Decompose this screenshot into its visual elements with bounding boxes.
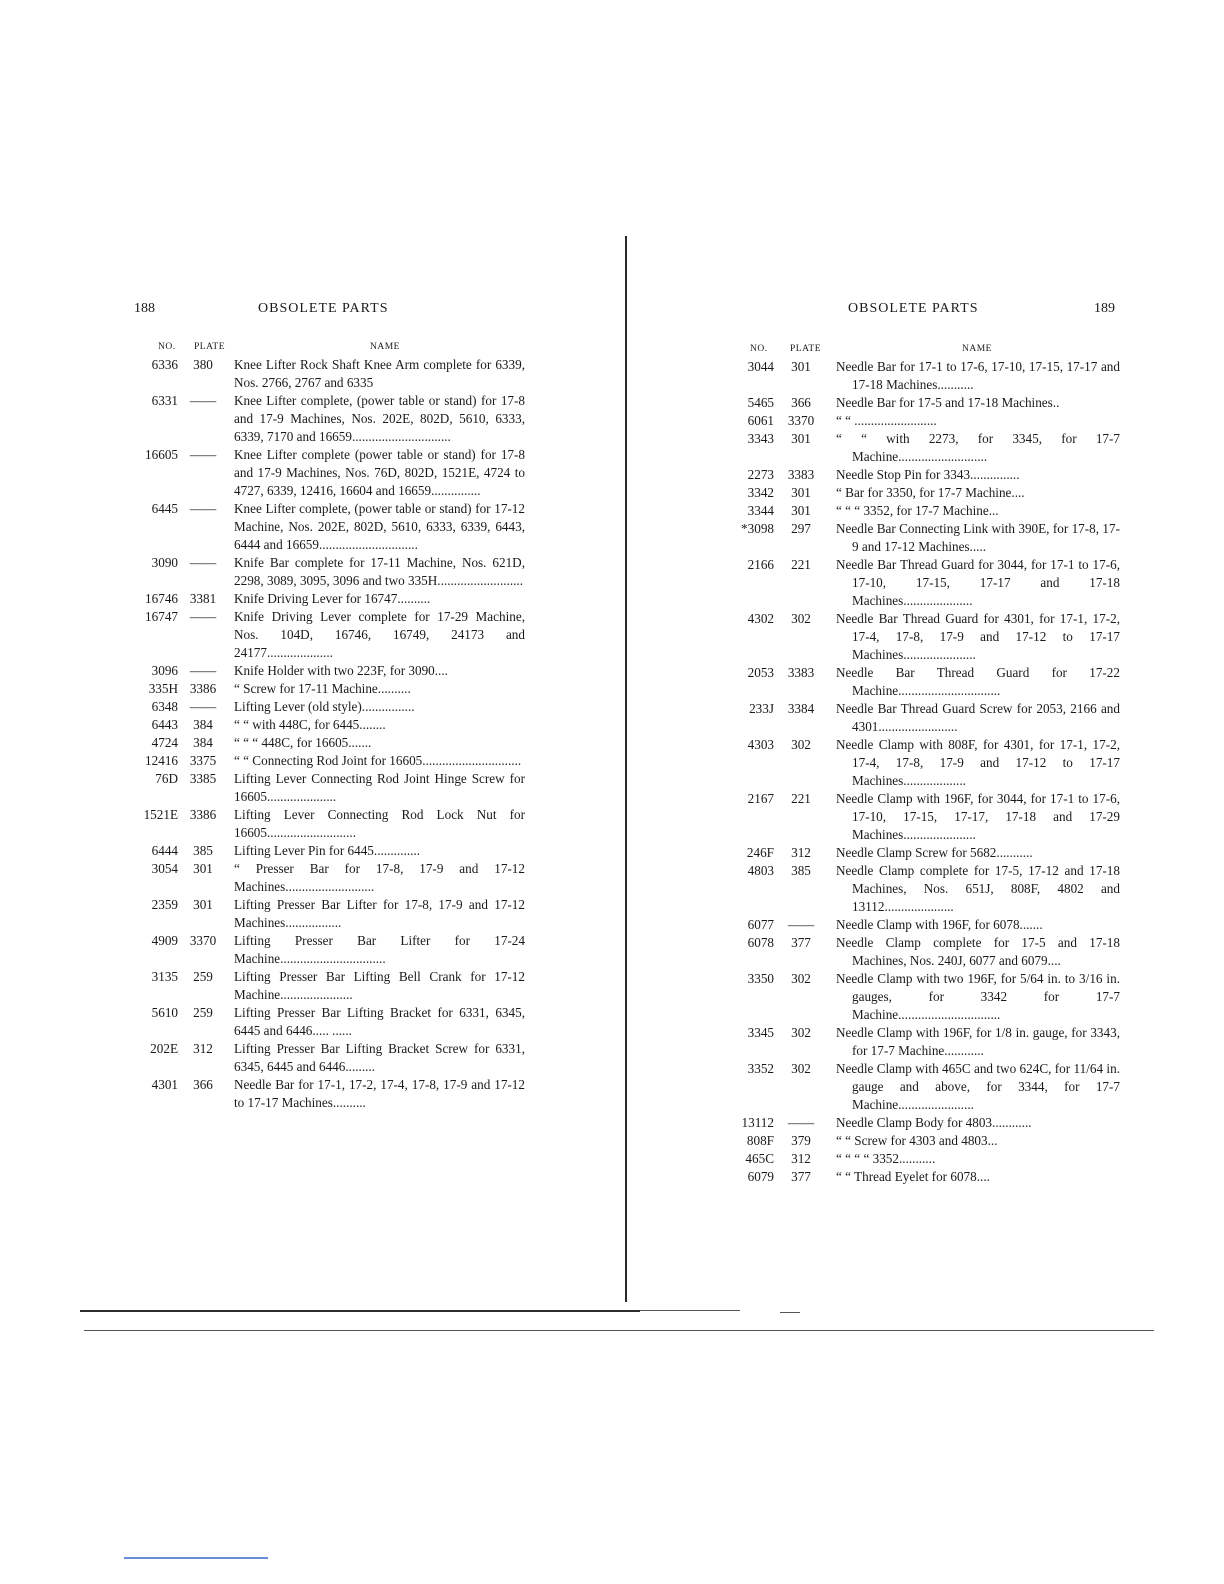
plate-number: 302 [791,1025,811,1040]
plate-number: 301 [791,431,811,446]
list-item [130,1040,525,1076]
plate-number: 3370 [189,933,217,948]
plate-number: 380 [193,357,213,372]
plate-number: —— [189,501,217,516]
list-item [732,970,1120,1024]
plate-number: 385 [193,843,213,858]
column-header-no: NO. [750,344,768,354]
plate-number: 301 [193,861,213,876]
page-number: 189 [1094,301,1115,316]
part-name: Knife Bar complete for 17-11 Machine, Nos. 621D, 2298, 3089, 3095, 3096 and two 335H.......................... [234,555,525,588]
plate-number: 312 [791,845,811,860]
part-name: Lifting Lever Connecting Rod Joint Hinge Screw for 16605..................... [234,771,525,804]
plate-number: 3383 [787,665,815,680]
list-item [732,1060,1120,1114]
part-name: “ “ ......................... [836,413,937,428]
list-item [732,358,1120,394]
part-number: 3344 [747,503,774,518]
list-item [732,412,1120,430]
part-number: 3345 [747,1025,774,1040]
list-item [130,698,525,716]
plate-number: 302 [791,971,811,986]
part-number: 12416 [145,753,178,768]
part-number: 16746 [145,591,178,606]
part-name: “ “ with 2273, for 3345, for 17-7 Machine........................... [836,431,1120,464]
part-name: Lifting Presser Bar Lifting Bracket Screw for 6331, 6345, 6445 and 6446......... [234,1041,525,1074]
list-item [130,968,525,1004]
list-item [732,844,1120,862]
list-item [130,662,525,680]
part-number: 6079 [747,1169,774,1184]
column-header-plate: PLATE [790,344,821,354]
list-item [130,1076,525,1112]
part-number: 6336 [151,357,178,372]
list-item [732,664,1120,700]
plate-number: 221 [791,557,811,572]
part-name: “ “ “ 3352, for 17-7 Machine... [836,503,999,518]
list-item [130,734,525,752]
part-number: 13112 [741,1115,774,1130]
part-number: 6331 [151,393,178,408]
part-number: 202E [150,1041,178,1056]
part-number: 3343 [747,431,774,446]
part-name: Needle Bar for 17-1 to 17-6, 17-10, 17-15, 17-17 and 17-18 Machines........... [836,359,1120,392]
part-number: 16747 [145,609,178,624]
scan-mark [124,1557,268,1559]
plate-number: 312 [791,1151,811,1166]
part-number: 6445 [151,501,178,516]
part-name: Needle Bar Thread Guard for 4301, for 17-1, 17-2, 17-4, 17-8, 17-9 and 17-12 to 17-17 Machines...................... [836,611,1120,662]
parts-list [130,356,525,1112]
column-header-name: NAME [370,342,400,352]
part-name: Knife Driving Lever for 16747.......... [234,591,431,606]
list-item [732,1150,1120,1168]
list-item [732,466,1120,484]
plate-number: 259 [193,969,213,984]
part-name: Knee Lifter Rock Shaft Knee Arm complete for 6339, Nos. 2766, 2767 and 6335 [234,357,525,390]
plate-number: 384 [193,735,213,750]
part-name: Needle Bar Thread Guard for 17-22 Machine............................... [836,665,1120,698]
plate-number: 3384 [787,701,815,716]
part-name: Needle Clamp with 808F, for 4301, for 17-1, 17-2, 17-4, 17-8, 17-9 and 17-12 to 17-17 Machines................... [836,737,1120,788]
bottom-rule-fragment [780,1312,800,1313]
part-name: Lifting Presser Bar Lifting Bell Crank for 17-12 Machine...................... [234,969,525,1002]
part-name: Knife Driving Lever complete for 17-29 Machine, Nos. 104D, 16746, 16749, 24173 and 24177.................... [234,609,525,660]
list-item [130,446,525,500]
part-number: 6061 [747,413,774,428]
list-item [732,1024,1120,1060]
plate-number: 377 [791,1169,811,1184]
plate-number: —— [189,663,217,678]
plate-number: —— [189,447,217,462]
part-number: 335H [148,681,178,696]
list-item [130,1004,525,1040]
part-name: Lifting Lever Connecting Rod Lock Nut for 16605........................... [234,807,525,840]
part-number: 76D [155,771,178,786]
plate-number: 312 [193,1041,213,1056]
part-name: Lifting Presser Bar Lifting Bracket for 6331, 6345, 6445 and 6446..... ...... [234,1005,525,1038]
part-name: “ Presser Bar for 17-8, 17-9 and 17-12 Machines........................... [234,861,525,894]
list-item [130,896,525,932]
plate-number: —— [787,1115,815,1130]
part-number: 3350 [747,971,774,986]
plate-number: 221 [791,791,811,806]
list-item [732,1132,1120,1150]
plate-number: —— [189,393,217,408]
list-item [130,752,525,770]
part-number: 6077 [747,917,774,932]
list-item [732,736,1120,790]
plate-number: 3381 [189,591,217,606]
list-item [130,860,525,896]
list-item [732,502,1120,520]
part-number: 2166 [747,557,774,572]
list-item [130,554,525,590]
part-number: 4301 [151,1077,178,1092]
list-item [130,842,525,860]
part-name: “ “ Screw for 4303 and 4803... [836,1133,998,1148]
part-number: 3090 [151,555,178,570]
part-number: 3054 [151,861,178,876]
part-name: “ “ “ “ 3352........... [836,1151,936,1166]
part-name: Lifting Lever Pin for 6445.............. [234,843,421,858]
list-item [732,1114,1120,1132]
part-name: Needle Clamp Screw for 5682........... [836,845,1033,860]
part-name: Lifting Presser Bar Lifter for 17-8, 17-9 and 17-12 Machines................. [234,897,525,930]
plate-number: —— [189,555,217,570]
plate-number: —— [787,917,815,932]
part-name: “ “ with 448C, for 6445........ [234,717,386,732]
part-number: 5465 [747,395,774,410]
list-item [130,932,525,968]
plate-number: 259 [193,1005,213,1020]
part-number: 6348 [151,699,178,714]
list-item [732,700,1120,736]
part-name: Needle Clamp with two 196F, for 5/64 in. to 3/16 in. gauges, for 3342 for 17-7 Machine............................... [836,971,1120,1022]
list-item [130,500,525,554]
plate-number: 301 [791,503,811,518]
part-name: Needle Bar for 17-5 and 17-18 Machines.. [836,395,1060,410]
plate-number: 3386 [189,807,217,822]
plate-number: 3383 [787,467,815,482]
list-item [732,1168,1120,1186]
list-item [732,610,1120,664]
part-name: Needle Clamp with 196F, for 3044, for 17-1 to 17-6, 17-10, 17-15, 17-17, 17-18 and 17-29 Machines...................... [836,791,1120,842]
part-number: 3044 [747,359,774,374]
part-number: 4303 [747,737,774,752]
column-header-no: NO. [158,342,176,352]
column-header-plate: PLATE [194,342,225,352]
part-number: 3352 [747,1061,774,1076]
part-number: 3096 [151,663,178,678]
part-name: “ “ Thread Eyelet for 6078.... [836,1169,990,1184]
plate-number: 377 [791,935,811,950]
page-number: 188 [134,301,155,316]
part-name: Needle Bar Thread Guard for 3044, for 17-1 to 17-6, 17-10, 17-15, 17-17 and 17-18 Machines..................... [836,557,1120,608]
list-item [732,430,1120,466]
plate-number: —— [189,609,217,624]
plate-number: 301 [193,897,213,912]
part-name: “ Screw for 17-11 Machine.......... [234,681,411,696]
part-name: “ Bar for 3350, for 17-7 Machine.... [836,485,1025,500]
part-name: Needle Bar for 17-1, 17-2, 17-4, 17-8, 17-9 and 17-12 to 17-17 Machines.......... [234,1077,525,1110]
part-number: *3098 [741,521,774,536]
list-item [732,916,1120,934]
part-number: 6443 [151,717,178,732]
plate-number: 302 [791,1061,811,1076]
part-name: “ “ Connecting Rod Joint for 16605.............................. [234,753,522,768]
running-head: OBSOLETE PARTS [258,301,389,316]
part-number: 6078 [747,935,774,950]
part-number: 2359 [151,897,178,912]
part-number: 2167 [747,791,774,806]
part-number: 233J [749,701,774,716]
plate-number: 301 [791,485,811,500]
list-item [732,484,1120,502]
list-item [130,770,525,806]
list-item [732,520,1120,556]
plate-number: 297 [791,521,811,536]
part-name: Needle Clamp with 196F, for 6078....... [836,917,1043,932]
part-name: Needle Clamp with 465C and two 624C, for 11/64 in. gauge and above, for 3344, for 17-7 Machine....................... [836,1061,1120,1112]
list-item [130,356,525,392]
plate-number: 385 [791,863,811,878]
list-item [130,716,525,734]
bottom-rule [84,1330,1154,1331]
part-name: Needle Clamp complete for 17-5 and 17-18 Machines, Nos. 240J, 6077 and 6079.... [836,935,1120,968]
plate-number: 384 [193,717,213,732]
running-head: OBSOLETE PARTS [848,301,979,316]
part-name: Lifting Lever (old style)................ [234,699,415,714]
part-number: 808F [746,1133,774,1148]
list-item [732,862,1120,916]
list-item [732,394,1120,412]
plate-number: 302 [791,611,811,626]
part-name: Knife Holder with two 223F, for 3090.... [234,663,448,678]
plate-number: 366 [193,1077,213,1092]
plate-number: 379 [791,1133,811,1148]
part-name: Needle Bar Connecting Link with 390E, for 17-8, 17-9 and 17-12 Machines..... [836,521,1120,554]
bottom-rule [80,1310,640,1312]
part-number: 3342 [747,485,774,500]
part-name: Needle Bar Thread Guard Screw for 2053, 2166 and 4301........................ [836,701,1120,734]
plate-number: 366 [791,395,811,410]
list-item [732,790,1120,844]
part-number: 4909 [151,933,178,948]
part-number: 465C [745,1151,774,1166]
list-item [130,806,525,842]
plate-number: 3385 [189,771,217,786]
list-item [130,680,525,698]
part-number: 4803 [747,863,774,878]
part-name: Knee Lifter complete, (power table or stand) for 17-12 Machine, Nos. 202E, 802D, 5610, 6333, 6339, 6443, 6444 and 16659.............................. [234,501,525,552]
part-name: Knee Lifter complete (power table or stand) for 17-8 and 17-9 Machines, Nos. 76D, 802D, 1521E, 4724 to 4727, 6339, 12416, 16604 and 16659............... [234,447,525,498]
part-number: 5610 [151,1005,178,1020]
part-name: “ “ “ 448C, for 16605....... [234,735,372,750]
part-number: 2273 [747,467,774,482]
part-name: Needle Clamp Body for 4803............ [836,1115,1032,1130]
plate-number: 3375 [189,753,217,768]
plate-number: 3386 [189,681,217,696]
plate-number: 302 [791,737,811,752]
list-item [732,934,1120,970]
list-item [130,608,525,662]
page-fold [625,236,627,1302]
part-number: 246F [746,845,774,860]
plate-number: 301 [791,359,811,374]
part-number: 6444 [151,843,178,858]
list-item [130,590,525,608]
part-number: 4302 [747,611,774,626]
list-item [732,556,1120,610]
parts-list [732,358,1120,1186]
part-number: 3135 [151,969,178,984]
column-header-name: NAME [962,344,992,354]
part-number: 1521E [143,807,178,822]
part-name: Needle Clamp with 196F, for 1/8 in. gauge, for 3343, for 17-7 Machine............ [836,1025,1120,1058]
part-number: 2053 [747,665,774,680]
plate-number: 3370 [787,413,815,428]
plate-number: —— [189,699,217,714]
part-number: 4724 [151,735,178,750]
list-item [130,392,525,446]
part-name: Knee Lifter complete, (power table or stand) for 17-8 and 17-9 Machines, Nos. 202E, 802D, 5610, 6333, 6339, 7170 and 16659.............................. [234,393,525,444]
part-name: Needle Stop Pin for 3343............... [836,467,1020,482]
part-name: Lifting Presser Bar Lifter for 17-24 Machine................................ [234,933,525,966]
bottom-rule-fragment [640,1310,740,1311]
part-name: Needle Clamp complete for 17-5, 17-12 and 17-18 Machines, Nos. 651J, 808F, 4802 and 13112..................... [836,863,1120,914]
part-number: 16605 [145,447,178,462]
